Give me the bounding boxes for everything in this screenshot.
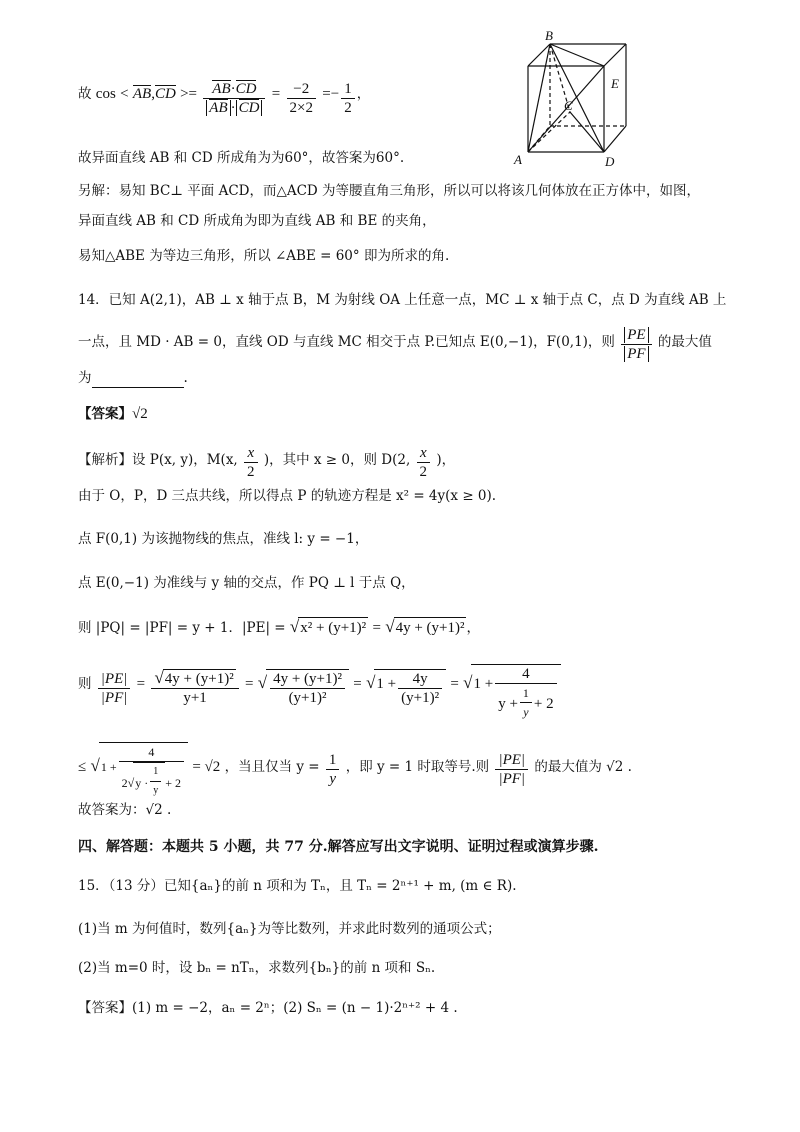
segment-bd [550,44,604,152]
answer-label: 【答案】 [78,406,132,422]
text: |PE| [495,751,528,770]
question-15-line1: 15．（13 分）已知{aₙ}的前 n 项和为 Tₙ，且 Tₙ = 2ⁿ⁺¹ + m, (m ∈ R). [78,878,517,894]
text: ≤ [78,759,87,775]
fraction [150,763,161,800]
text: 的最大值 [657,334,712,350]
solution-line2: 由于 O，P，D 三点共线，所以得点 P 的轨迹方程是 x² = 4y(x ≥ 0). [78,488,497,504]
paragraph: 另解：易知 BC⊥ 平面 ACD，而△ACD 为等腰直角三角形，所以可以将该几何体放在正方体中，如图， [78,183,701,199]
text: PF [624,346,648,362]
fraction [398,670,442,707]
text: = [322,86,331,102]
text: 4y + (y+1)² [270,670,345,689]
text: 为 [78,370,92,386]
text: 一点，且 MD · AB = 0，直线 OD 与直线 MC 相交于点 P.已知点 E(0,−1)，F(0,1)，则 [78,334,615,350]
label-e: E [611,76,619,91]
paragraph: 异面直线 AB 和 CD 所成角为即为直线 AB 和 BE 的夹角， [78,213,436,229]
text: (y+1)² [288,690,327,706]
question-15-line3: (2)当 m=0 时，设 bₙ = nTₙ，求数列{bₙ}的前 n 项和 Sₙ. [78,960,436,976]
text: ， [466,620,480,636]
text: ，当且仅当 y = [224,759,320,775]
text: 4y [398,670,442,689]
fraction [203,80,265,117]
solution-line6: 则 $\frac{|PE|}{|PF|}$ = $\frac{\text{√4y + (y+1)²}}{y+1}$ = √ $\frac{\text{4y + (y+1)²}}{\text{(y+1)²}}$ = √1 + $\frac{4y}{\text{(y+1)²}}$ = √1 + 4 y + $\frac{1}{y}$ + 2 [78,664,561,721]
text: 1 [341,80,355,99]
text: x [244,444,258,463]
paragraph: 易知△ABE 为等边三角形，所以 ∠ABE = 60° 即为所求的角. [78,248,450,264]
text: y+1 [183,690,207,706]
question-14-line1: 14．已知 A(2,1)，AB ⊥ x 轴于点 B，M 为射线 OA 上任意一点，MC ⊥ x 轴于点 C，点 D 为直线 AB 上 [78,292,727,308]
fraction [98,670,131,707]
answer-15: 【答案】(1) m = −2，aₙ = 2ⁿ；(2) Sₙ = (n − 1)·2ⁿ⁺² + 4 . [78,1000,458,1016]
fraction [341,80,355,117]
text: = [244,676,254,692]
solution-line5: 则 |PQ| = |PF| = y + 1．|PE| = √x² + (y+1)² = √4y + (y+1)² ， [78,617,480,636]
text: < [120,86,129,102]
text: y + [498,696,518,712]
answer-value: √2 [132,406,148,422]
cos-formula-line [78,80,370,117]
text: 2×2 [289,100,313,116]
text: 4 [119,743,184,762]
solution-line1 [78,444,455,481]
text: |PE| [98,670,131,689]
text: 2 [247,464,255,480]
text: + 2 [533,696,554,712]
text: 故 [78,86,92,102]
text: |PF| [100,690,128,706]
text: − [330,86,340,102]
text: = [271,86,281,102]
text: >= [180,86,197,102]
fraction [495,665,556,721]
text: 1 [326,751,340,770]
fraction [270,670,345,707]
text: 2 [419,464,428,480]
text: ， [356,86,371,102]
text: 则 |PQ| = |PF| = y + 1．|PE| = [78,620,286,636]
text: −2 [287,80,316,99]
text: · [230,100,236,116]
text: , [151,86,155,102]
answer-14 [78,404,148,424]
solution-conclusion: 故答案为：√2 . [78,802,172,818]
text: = [136,676,146,692]
radicand: 4y + (y+1)² [394,617,467,638]
segment-ba [528,44,550,152]
text: = [353,676,362,692]
fraction [495,751,528,788]
text: 的最大值为 √2 . [534,759,632,775]
text: 1 + [100,760,117,774]
fraction [244,444,258,481]
fraction: $\frac{\text{√4y + (y+1)²}}{y+1}$ [151,669,238,707]
text: 1 [150,763,161,782]
question-15-line2: (1)当 m 为何值时，数列{aₙ}为等比数列，并求此时数列的通项公式； [78,921,501,937]
text: 1 + [376,676,397,692]
edge [604,126,626,152]
text: y [523,705,529,719]
text: AB [212,81,231,97]
vector-cd: CD [154,86,176,102]
label-d: D [605,154,615,169]
text: |PF| [498,771,526,787]
cube-figure [508,30,638,170]
solution-line4: 点 E(0,−1) 为准线与 y 轴的交点，作 PQ ⊥ l 于点 Q， [78,575,415,591]
text: (y+1)² [401,690,440,706]
text: )， [436,452,456,468]
label-a: A [514,152,522,167]
text: = [372,620,381,636]
text: 【解析】设 P(x, y)，M(x, [78,452,238,468]
segment-ac [528,112,570,152]
fraction [417,444,431,481]
text: CD [235,81,257,97]
solution-line7: ≤ √1 + 4 2√y · $\frac{1}{y}$ + 2 = √2 ，当且仅当 y = $\frac{1}{y}$ ，即 y = 1 时取等号.则 $\frac{|PE|}{|PF|}$ 的最大值为 √2 . [78,742,632,800]
fraction: 4 2√y · $\frac{1}{y}$ + 2 [119,743,184,800]
text: = [450,676,459,692]
text: + 2 [165,776,182,790]
fraction [287,80,316,117]
text: y [329,771,336,787]
text: AB [209,100,228,116]
text: = √2 [192,759,221,775]
question-14-line2 [78,326,712,363]
solution-line3: 点 F(0,1) 为该抛物线的焦点，准线 l: y = −1， [78,531,369,547]
label-b: B [545,30,553,43]
text: · [230,81,236,97]
fraction [326,751,340,788]
text: cos [95,86,116,102]
question-14-line3: 为 . [78,370,188,386]
label-c: C [564,98,573,113]
text: 1 + [473,676,494,692]
text: 则 [78,676,92,692]
text: 2 [344,100,352,116]
radicand: x² + (y+1)² [298,617,368,638]
edge [604,44,626,66]
text: 1 [520,684,532,703]
text: x [417,444,431,463]
text: 4y + (y+1)² [164,671,234,687]
answer-blank[interactable] [92,373,184,388]
text: PE [624,327,648,343]
vector-ab: AB [132,86,152,102]
text: )，其中 x ≥ 0，则 D(2, [263,452,411,468]
segment-be [550,44,604,66]
fraction [520,684,532,721]
text: CD [238,100,260,116]
fraction-pe-pf [621,326,651,363]
text: ，即 y = 1 时取等号.则 [345,759,490,775]
section-heading: 四、解答题：本题共 5 小题，共 77 分.解答应写出文字说明、证明过程或演算步骤. [78,839,599,855]
text: 2 [121,776,128,790]
text: y · [135,776,149,790]
text: 4 [495,665,556,684]
paragraph: 故异面直线 AB 和 CD 所成角为为60°，故答案为60°. [78,150,405,166]
text: y [153,785,159,796]
